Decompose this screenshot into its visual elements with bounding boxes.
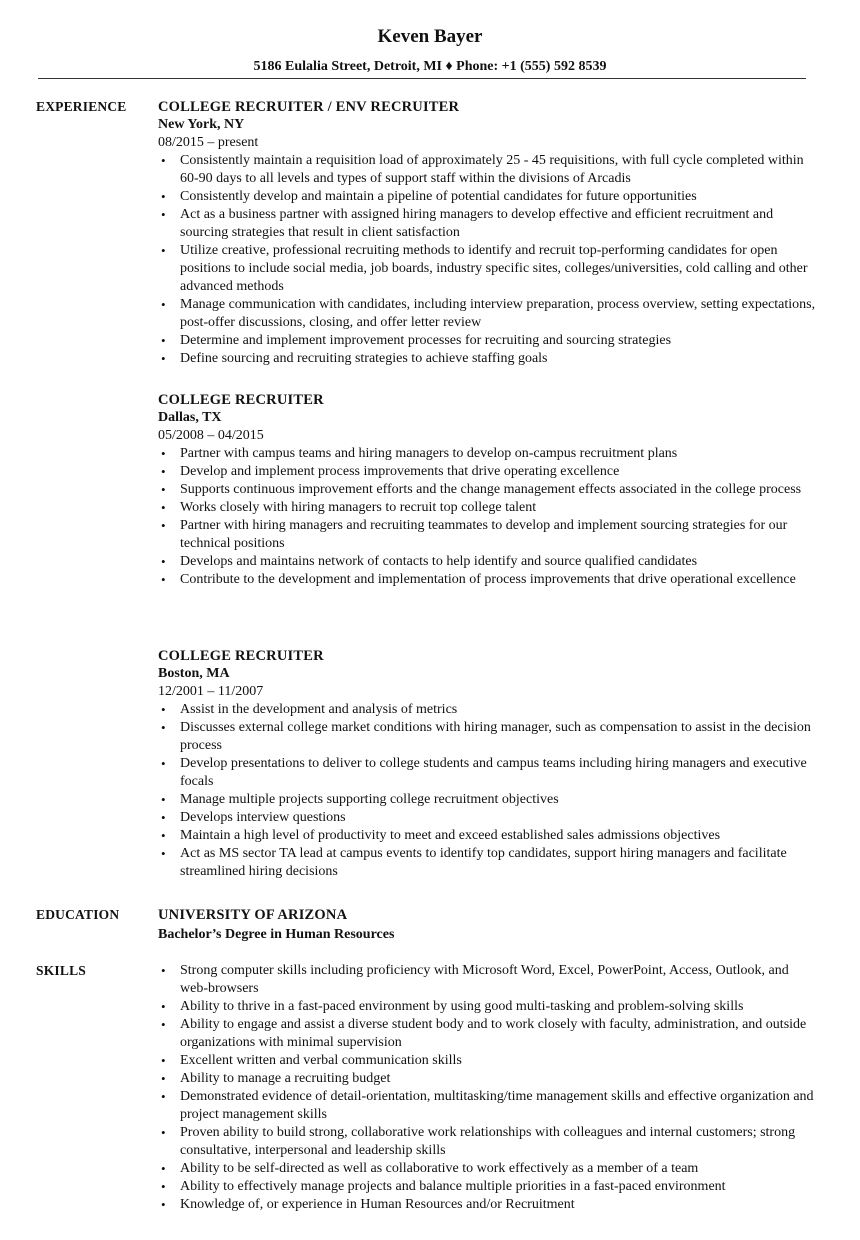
- list-item: • Develops and maintains network of contacts to help identify and source qualified candidates: [161, 554, 698, 569]
- job-bullet-list: [158, 445, 818, 589]
- experience-entry-2: [158, 391, 818, 589]
- bullet-icon: •: [161, 792, 166, 807]
- list-item: • Manage communication with candidates, including interview preparation, process overview, setting expectations, post-offer discussions, closing, and offer letter review: [161, 297, 816, 330]
- list-item: • Develops interview questions: [161, 810, 346, 825]
- candidate-name: Keven Bayer: [377, 26, 483, 47]
- job-title: COLLEGE RECRUITER: [158, 648, 324, 664]
- list-item: • Develop presentations to deliver to college students and campus teams including hiring managers and executive focals: [161, 756, 807, 789]
- bullet-icon: •: [161, 500, 166, 515]
- bullet-icon: •: [161, 1161, 166, 1176]
- education-entry: [158, 906, 818, 944]
- list-item: • Ability to thrive in a fast-paced environment by using good multi-tasking and problem-solving skills: [161, 999, 744, 1014]
- list-item: • Consistently maintain a requisition load of approximately 25 - 45 requisitions, with full cycle completed within 60-90 days to all levels and types of support staff within the divisions of Arcadis: [161, 153, 804, 186]
- job-location: New York, NY: [158, 117, 245, 132]
- list-item: • Develop and implement process improvements that drive operating excellence: [161, 464, 620, 479]
- bullet-icon: •: [161, 810, 166, 825]
- bullet-icon: •: [161, 572, 166, 587]
- list-item: • Excellent written and verbal communication skills: [161, 1053, 462, 1068]
- experience-entry-1: [158, 98, 818, 368]
- bullet-icon: •: [161, 1089, 166, 1104]
- list-item: • Ability to effectively manage projects and balance multiple priorities in a fast-paced environment: [161, 1179, 726, 1194]
- list-item: • Maintain a high level of productivity to meet and exceed established sales admissions objectives: [161, 828, 721, 843]
- bullet-icon: •: [161, 1197, 166, 1212]
- experience-entry-3: [158, 647, 818, 881]
- bullet-icon: •: [161, 828, 166, 843]
- list-item: • Demonstrated evidence of detail-orientation, multitasking/time management skills and effective organization and project management skills: [161, 1089, 814, 1122]
- bullet-icon: •: [161, 189, 166, 204]
- list-item: • Partner with hiring managers and recruiting teammates to develop and implement sourcing strategies for our technical positions: [161, 518, 788, 551]
- list-item: • Strong computer skills including proficiency with Microsoft Word, Excel, PowerPoint, Access, Outlook, and web-browsers: [161, 963, 789, 996]
- bullet-icon: •: [161, 720, 166, 735]
- bullet-icon: •: [161, 999, 166, 1014]
- skills-list: [158, 962, 818, 1214]
- list-item: • Consistently develop and maintain a pipeline of potential candidates for future opportunities: [161, 189, 697, 204]
- bullet-icon: •: [161, 963, 166, 978]
- education-section-label: EDUCATION: [36, 907, 120, 922]
- experience-section-label: EXPERIENCE: [36, 99, 127, 114]
- job-dates: 05/2008 – 04/2015: [158, 428, 264, 443]
- list-item: • Supports continuous improvement efforts and the change management effects associated in the college process: [161, 482, 802, 497]
- contact-line: 5186 Eulalia Street, Detroit, MI ♦ Phone: +1 (555) 592 8539: [253, 59, 607, 74]
- bullet-icon: •: [161, 333, 166, 348]
- bullet-icon: •: [161, 1053, 166, 1068]
- list-item: • Manage multiple projects supporting college recruitment objectives: [161, 792, 559, 807]
- bullet-icon: •: [161, 297, 166, 312]
- list-item: • Define sourcing and recruiting strategies to achieve staffing goals: [161, 351, 548, 366]
- list-item: • Ability to be self-directed as well as collaborative to work effectively as a member of a team: [161, 1161, 699, 1176]
- job-dates: 12/2001 – 11/2007: [158, 684, 264, 699]
- bullet-icon: •: [161, 702, 166, 717]
- degree-name: Bachelor’s Degree in Human Resources: [158, 927, 395, 942]
- job-bullet-list: [158, 152, 818, 368]
- list-item: • Knowledge of, or experience in Human Resources and/or Recruitment: [161, 1197, 575, 1212]
- list-item: • Ability to manage a recruiting budget: [161, 1071, 391, 1086]
- list-item: • Act as MS sector TA lead at campus events to identify top candidates, support hiring managers and facilitate streamlined hiring decisions: [161, 846, 787, 879]
- list-item: • Works closely with hiring managers to recruit top college talent: [161, 500, 537, 515]
- bullet-icon: •: [161, 351, 166, 366]
- bullet-icon: •: [161, 1125, 166, 1140]
- bullet-icon: •: [161, 243, 166, 258]
- bullet-icon: •: [161, 756, 166, 771]
- skills-section-label: SKILLS: [36, 963, 86, 978]
- school-name: UNIVERSITY OF ARIZONA: [158, 907, 348, 923]
- job-title: COLLEGE RECRUITER: [158, 392, 324, 408]
- list-item: • Act as a business partner with assigned hiring managers to develop effective and efficient recruitment and sourcing strategies that result in client satisfaction: [161, 207, 774, 240]
- job-title: COLLEGE RECRUITER / ENV RECRUITER: [158, 99, 460, 115]
- bullet-icon: •: [161, 207, 166, 222]
- job-location: Boston, MA: [158, 666, 230, 681]
- list-item: • Proven ability to build strong, collaborative work relationships with colleagues and internal customers; strong consultative, interpersonal and leadership skills: [161, 1125, 796, 1158]
- bullet-icon: •: [161, 464, 166, 479]
- bullet-icon: •: [161, 846, 166, 861]
- list-item: • Determine and implement improvement processes for recruiting and sourcing strategies: [161, 333, 672, 348]
- job-bullet-list: [158, 701, 818, 881]
- bullet-icon: •: [161, 1071, 166, 1086]
- list-item: • Utilize creative, professional recruiting methods to identify and recruit top-performing candidates for open positions to include social media, job boards, industry specific sites, colleges/universities, cold calling and other advanced methods: [161, 243, 808, 294]
- bullet-icon: •: [161, 482, 166, 497]
- list-item: • Contribute to the development and implementation of process improvements that drive operational excellence: [161, 572, 796, 587]
- header-divider: [38, 78, 806, 79]
- bullet-icon: •: [161, 446, 166, 461]
- bullet-icon: •: [161, 1179, 166, 1194]
- job-dates: 08/2015 – present: [158, 135, 259, 150]
- bullet-icon: •: [161, 518, 166, 533]
- bullet-icon: •: [161, 1017, 166, 1032]
- list-item: • Assist in the development and analysis of metrics: [161, 702, 458, 717]
- bullet-icon: •: [161, 153, 166, 168]
- job-location: Dallas, TX: [158, 410, 222, 425]
- list-item: • Discusses external college market conditions with hiring manager, such as compensation to assist in the decision process: [161, 720, 811, 753]
- list-item: • Ability to engage and assist a diverse student body and to work closely with faculty, administration, and outside organizations with minimal supervision: [161, 1017, 807, 1050]
- bullet-icon: •: [161, 554, 166, 569]
- skills-entry: [158, 962, 818, 1214]
- list-item: • Partner with campus teams and hiring managers to develop on-campus recruitment plans: [161, 446, 678, 461]
